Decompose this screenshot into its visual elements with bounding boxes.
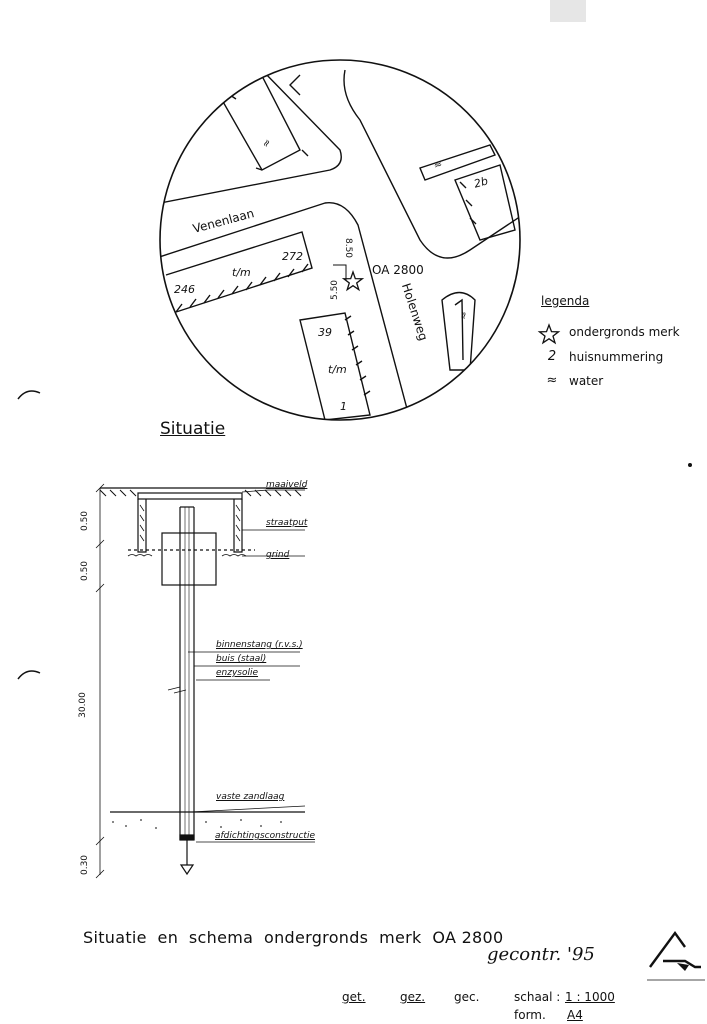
street-holenweg: Holenweg bbox=[398, 281, 431, 343]
house-range-tlm-2: t/m bbox=[328, 363, 347, 376]
label-grind: grind bbox=[266, 550, 290, 560]
dimension-850: 8.50 bbox=[343, 237, 354, 259]
footer-gez: gez. bbox=[400, 990, 426, 1004]
label-vaste-zandlaag: vaste zandlaag bbox=[216, 792, 285, 802]
legend-symbol: ≈ bbox=[546, 373, 558, 388]
label-binnenstang: binnenstang (r.v.s.) bbox=[216, 640, 303, 650]
water-symbol-2: ≈ bbox=[432, 158, 445, 173]
handwritten-note: gecontr. '95 bbox=[487, 944, 595, 965]
marker-label: OA 2800 bbox=[372, 263, 424, 277]
dimension-label: 0.50 bbox=[80, 560, 91, 582]
legend-label: water bbox=[569, 373, 604, 388]
dimension-550: 5.50 bbox=[330, 279, 341, 301]
house-number-2b: 2b bbox=[472, 174, 490, 191]
house-number-39: 39 bbox=[318, 326, 332, 339]
footer-gec: gec. bbox=[454, 990, 480, 1004]
dimension-label: 0.50 bbox=[80, 510, 91, 532]
footer-schaal-label: schaal : bbox=[514, 990, 561, 1004]
label-buis: buis (staal) bbox=[216, 654, 267, 664]
legend-label: huisnummering bbox=[569, 349, 664, 364]
house-number-246: 246 bbox=[174, 283, 195, 296]
label-afdichtingsconstructie: afdichtingsconstructie bbox=[215, 831, 315, 841]
house-range-tlm-1: t/m bbox=[232, 266, 251, 279]
company-logo bbox=[645, 925, 707, 985]
dimension-label: 0.30 bbox=[80, 854, 91, 876]
label-straatput: straatput bbox=[266, 518, 308, 528]
footer-schaal-value: 1 : 1000 bbox=[565, 990, 615, 1004]
footer-form-label: form. bbox=[514, 1008, 546, 1022]
footer-get: get. bbox=[342, 990, 366, 1004]
street-venenlaan: Venenlaan bbox=[191, 206, 256, 236]
label-maaiveld: maaiveld bbox=[266, 480, 308, 490]
legend-title: legenda bbox=[541, 294, 590, 308]
footer-form-value: A4 bbox=[567, 1008, 583, 1022]
drawing-title: Situatie en schema ondergronds merk OA 2800 bbox=[83, 928, 504, 947]
legend-label: ondergronds merk bbox=[569, 325, 680, 339]
legend-symbol: 2 bbox=[547, 349, 557, 364]
label-enzysolie: enzysolie bbox=[216, 668, 259, 678]
situation-heading: Situatie bbox=[160, 419, 226, 439]
dimension-label: 30.00 bbox=[77, 692, 88, 718]
house-number-1: 1 bbox=[340, 400, 347, 413]
water-symbol-1: ≈ bbox=[260, 137, 275, 150]
house-number-272: 272 bbox=[282, 250, 303, 263]
water-symbol-3: ≈ bbox=[458, 310, 471, 321]
